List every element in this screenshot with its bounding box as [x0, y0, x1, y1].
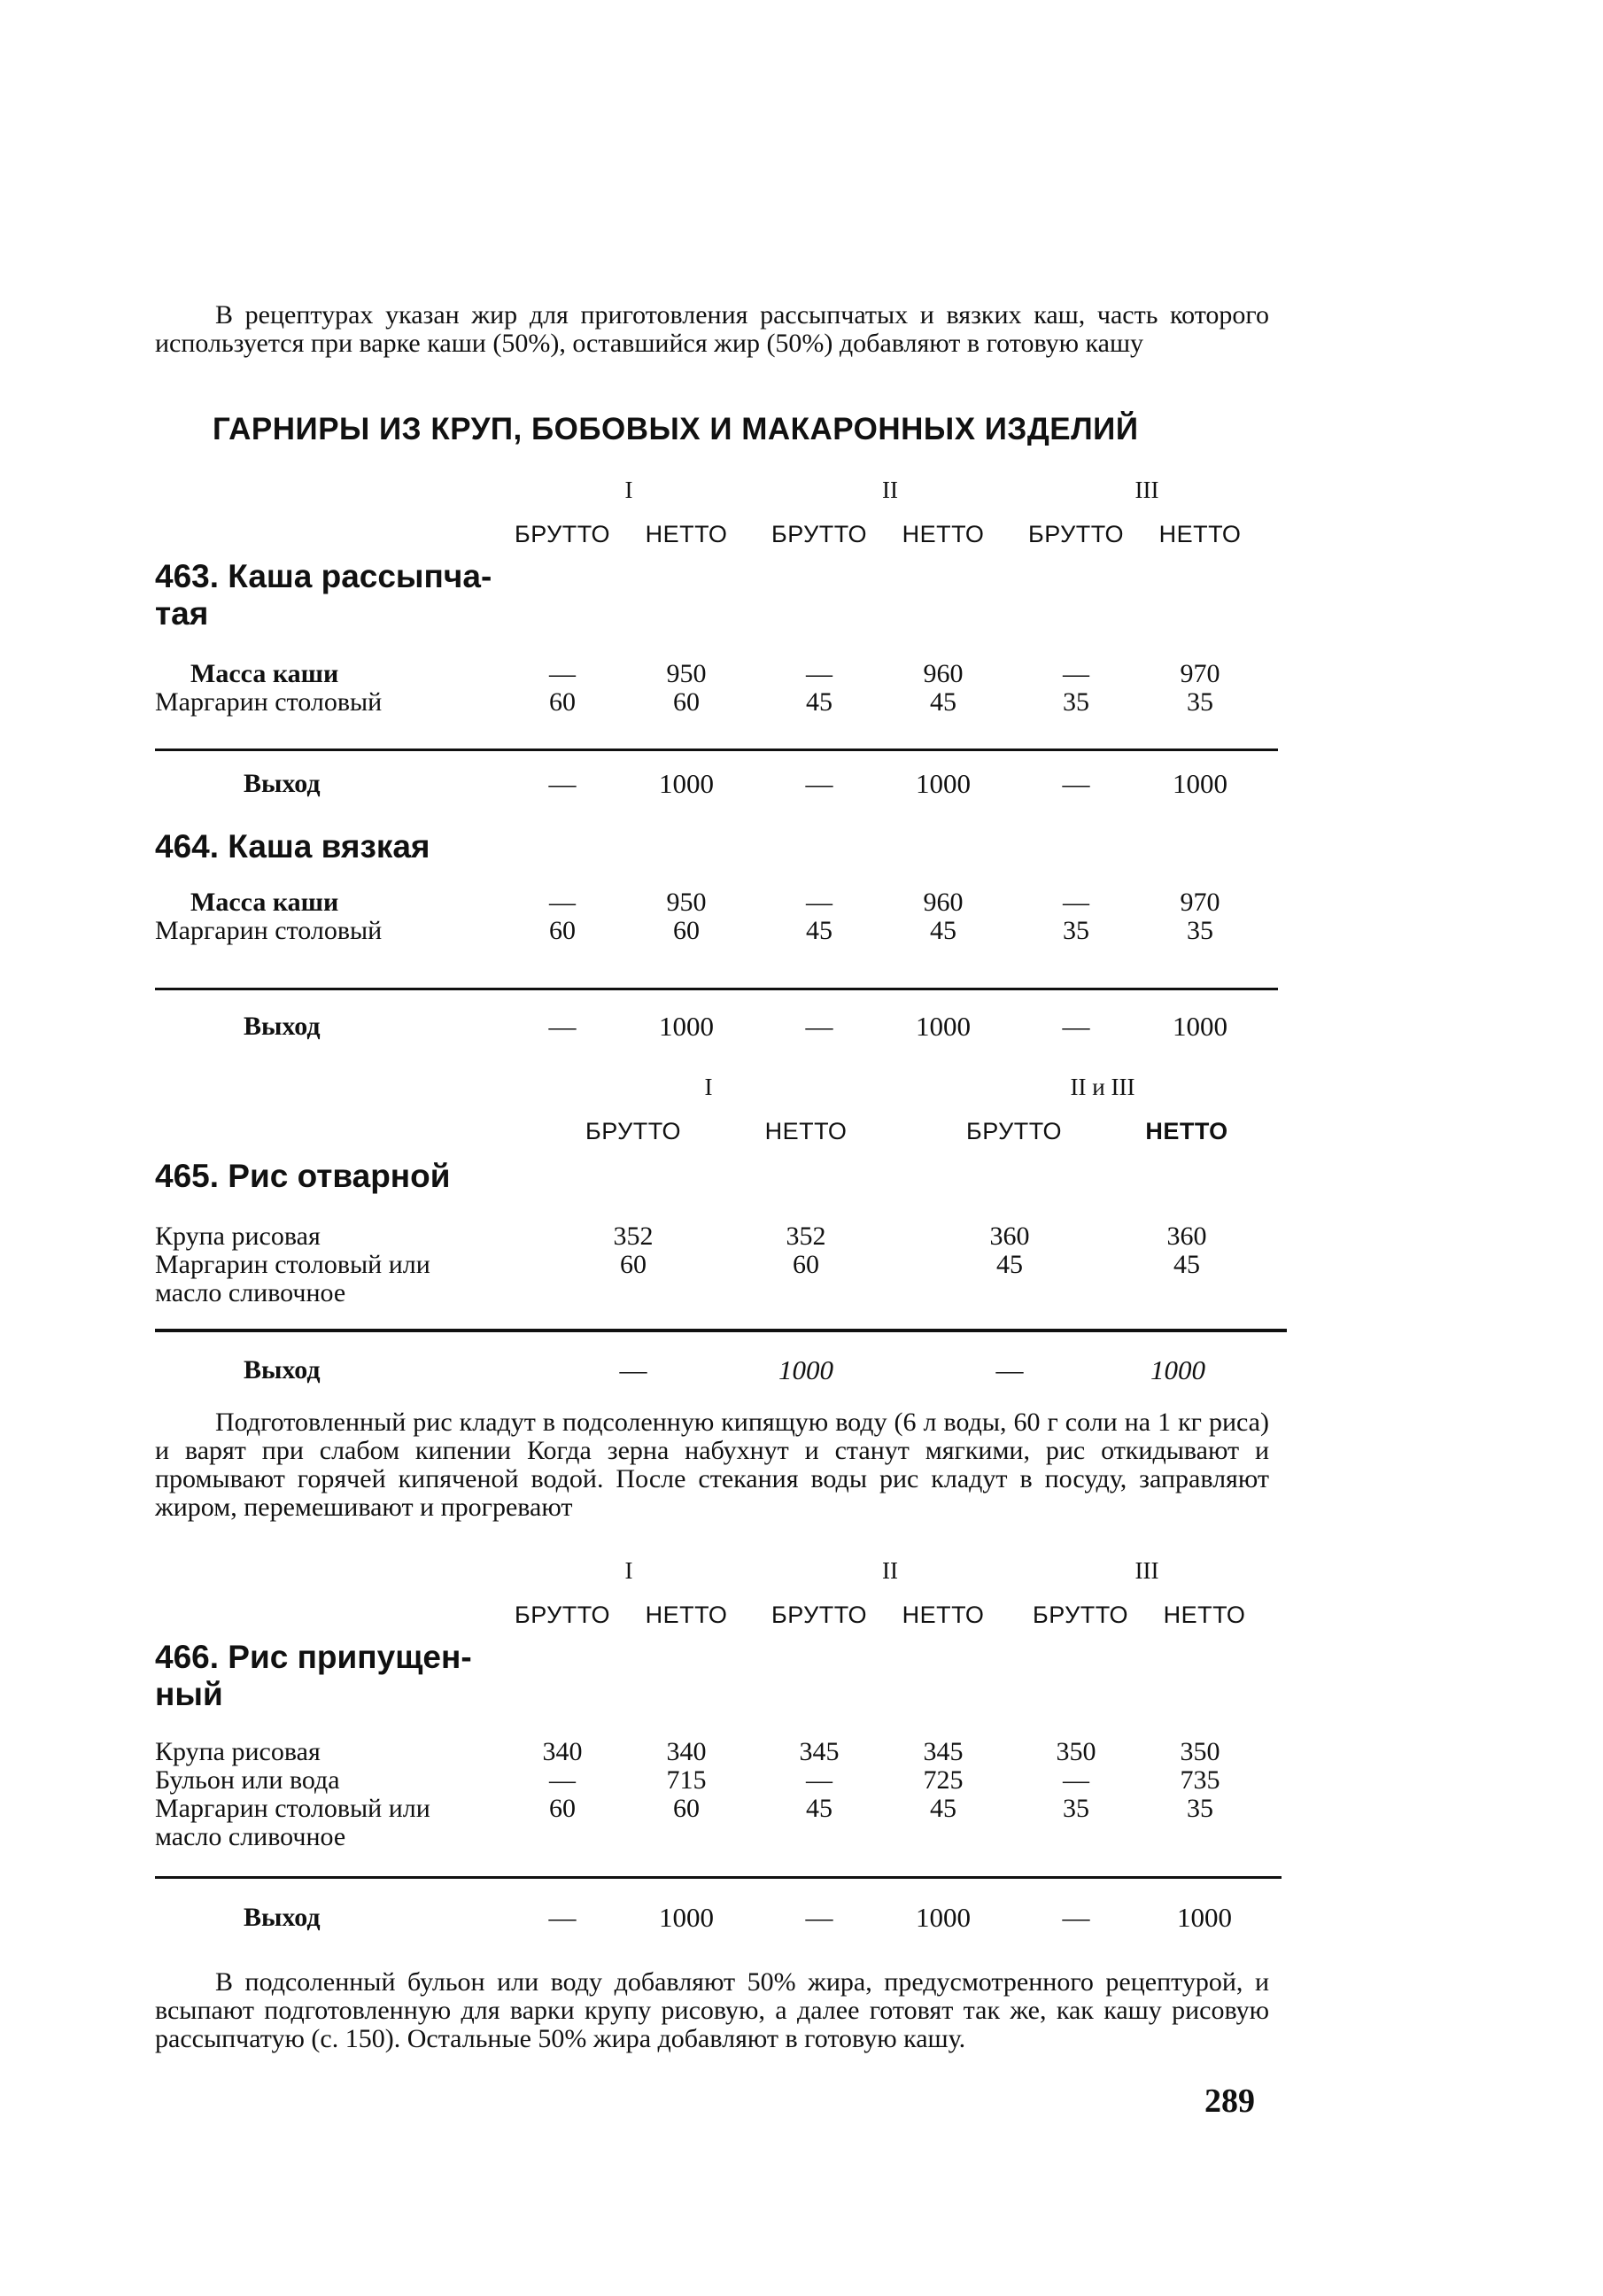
- cell: 345: [923, 1737, 964, 1766]
- ingredient-name: Крупа рисовая: [155, 1737, 321, 1766]
- cell: 970: [1180, 659, 1220, 688]
- cell: —: [549, 1765, 576, 1795]
- group-label-i: I: [624, 477, 633, 503]
- table-rule: [155, 749, 1278, 751]
- table-row: [155, 1251, 1280, 1279]
- page-number: 289: [1204, 2083, 1255, 2120]
- cell: 360: [989, 1222, 1030, 1251]
- ingredient-name: Масса каши: [190, 659, 339, 688]
- col-netto-ii-iii: НЕТТО: [1145, 1118, 1228, 1144]
- table-row: [155, 917, 1280, 945]
- cell: 1000: [1150, 1354, 1205, 1385]
- cell: 45: [930, 1794, 956, 1823]
- cell: 1000: [1177, 1902, 1232, 1933]
- recipe-title: 464. Каша вязкая: [155, 828, 430, 865]
- cell: 350: [1180, 1737, 1220, 1766]
- table-row: [155, 888, 1280, 917]
- cell: 1000: [659, 768, 714, 799]
- cell: —: [806, 1765, 832, 1795]
- cell: 1000: [1173, 768, 1227, 799]
- output-label: Выход: [244, 769, 321, 798]
- cell: 45: [806, 916, 832, 945]
- cell: 360: [1166, 1222, 1207, 1251]
- recipe-title: 466. Рис припущен- ный: [155, 1639, 472, 1712]
- cell: 60: [673, 687, 700, 717]
- cell: —: [806, 659, 832, 688]
- col-brutto-ii-iii: БРУТТО: [965, 1118, 1063, 1144]
- cell: 1000: [1173, 1011, 1227, 1042]
- group-label-ii: II: [882, 477, 898, 503]
- cell: 950: [666, 888, 707, 917]
- cell: 960: [923, 659, 964, 688]
- cell: 725: [923, 1765, 964, 1795]
- cell: —: [548, 768, 577, 799]
- cell: —: [806, 888, 832, 917]
- output-row: [155, 1012, 1280, 1042]
- ingredient-name: Маргарин столовый: [155, 916, 383, 945]
- table-rule: [155, 1329, 1287, 1332]
- cell: 960: [923, 888, 964, 917]
- cell: 735: [1180, 1765, 1220, 1795]
- cell: —: [1063, 1765, 1089, 1795]
- cell: 1000: [778, 1354, 833, 1385]
- group-label-ii-iii: II и III: [1070, 1074, 1135, 1100]
- cell: —: [1062, 1011, 1090, 1042]
- col-netto-iii: НЕТТО: [1163, 1602, 1246, 1628]
- table-row: [155, 1795, 1280, 1823]
- cell: 1000: [659, 1902, 714, 1933]
- cell: 45: [996, 1250, 1023, 1279]
- col-brutto-iii: БРУТТО: [1032, 1602, 1129, 1628]
- col-brutto-i: БРУТТО: [585, 1118, 682, 1144]
- cell: —: [549, 659, 576, 688]
- cell: —: [805, 1011, 833, 1042]
- cell: —: [1062, 768, 1090, 799]
- cell: —: [1063, 659, 1089, 688]
- cell: 1000: [659, 1011, 714, 1042]
- table-row: [155, 1823, 1280, 1851]
- cell: —: [619, 1354, 647, 1385]
- note-466: В подсоленный бульон или воду добавляют 50% жира, предусмотренного рецептурой, и всыпают подготовленную для варки крупу рисовую, а далее готовят так же, как кашу рисовую рассыпчатую (с. 150). Остальные 50% жира добавляют в готовую кашу.: [155, 1967, 1269, 2053]
- cell: 352: [613, 1222, 654, 1251]
- cell: 350: [1056, 1737, 1096, 1766]
- ingredient-name: масло сливочное: [155, 1822, 346, 1851]
- col-brutto-i: БРУТТО: [514, 1602, 611, 1628]
- cell: 1000: [916, 768, 971, 799]
- note-465: Подготовленный рис кладут в подсоленную кипящую воду (6 л воды, 60 г соли на 1 кг риса) и варят при слабом кипении Когда зерна набухнут и станут мягкими, рис откидывают и промывают горячей кипяченой водой. После стекания воды рис кладут в посуду, заправляют жиром, перемешивают и прогревают: [155, 1408, 1269, 1522]
- table-row: [155, 660, 1280, 688]
- output-row: [155, 1903, 1280, 1933]
- output-label: Выход: [244, 1903, 321, 1932]
- ingredient-name: масло сливочное: [155, 1278, 346, 1307]
- cell: 45: [1173, 1250, 1200, 1279]
- cell: 60: [793, 1250, 819, 1279]
- cell: —: [995, 1354, 1024, 1385]
- output-label: Выход: [244, 1355, 321, 1385]
- ingredient-name: Крупа рисовая: [155, 1222, 321, 1251]
- cell: 352: [786, 1222, 826, 1251]
- cell: —: [805, 768, 833, 799]
- ingredient-name: Масса каши: [190, 888, 339, 917]
- cell: 60: [673, 916, 700, 945]
- group-label-ii: II: [882, 1557, 898, 1584]
- cell: 1000: [916, 1011, 971, 1042]
- cell: —: [548, 1011, 577, 1042]
- cell: 35: [1063, 687, 1089, 717]
- cell: 45: [806, 1794, 832, 1823]
- cell: 60: [549, 687, 576, 717]
- output-row: [155, 1355, 1280, 1385]
- cell: 60: [673, 1794, 700, 1823]
- cell: —: [805, 1902, 833, 1933]
- cell: 35: [1063, 1794, 1089, 1823]
- recipe-title: 465. Рис отварной: [155, 1158, 451, 1194]
- output-row: [155, 769, 1280, 799]
- output-label: Выход: [244, 1012, 321, 1041]
- group-label-i: I: [624, 1557, 633, 1584]
- ingredient-name: Бульон или вода: [155, 1765, 340, 1795]
- cell: 345: [799, 1737, 840, 1766]
- cell: 340: [666, 1737, 707, 1766]
- cell: —: [1063, 888, 1089, 917]
- cell: 60: [620, 1250, 647, 1279]
- cell: 45: [930, 687, 956, 717]
- group-label-iii: III: [1134, 477, 1159, 503]
- table-row: [155, 1222, 1280, 1251]
- col-netto-i: НЕТТО: [764, 1118, 848, 1144]
- table-rule: [155, 1876, 1282, 1879]
- table-row: [155, 1279, 1280, 1307]
- recipe-title: 463. Каша рассыпча- тая: [155, 558, 492, 632]
- cell: 60: [549, 1794, 576, 1823]
- intro-paragraph: В рецептурах указан жир для приготовления рассыпчатых и вязких каш, часть которого используется при варке каши (50%), оставшийся жир (50%) добавляют в готовую кашу: [155, 300, 1269, 358]
- col-brutto-iii: БРУТТО: [1027, 521, 1125, 547]
- cell: 715: [666, 1765, 707, 1795]
- cell: 340: [542, 1737, 583, 1766]
- ingredient-name: Маргарин столовый: [155, 687, 383, 717]
- cell: 35: [1063, 916, 1089, 945]
- table-rule: [155, 988, 1278, 990]
- col-brutto-i: БРУТТО: [514, 521, 611, 547]
- group-label-iii: III: [1134, 1557, 1159, 1584]
- cell: 45: [806, 687, 832, 717]
- col-netto-iii: НЕТТО: [1158, 521, 1242, 547]
- table-row: [155, 1738, 1280, 1766]
- ingredient-name: Маргарин столовый или: [155, 1250, 430, 1279]
- cell: 35: [1187, 687, 1213, 717]
- cell: —: [549, 888, 576, 917]
- cell: 35: [1187, 916, 1213, 945]
- cell: 45: [930, 916, 956, 945]
- group-label-i: I: [704, 1074, 713, 1100]
- col-brutto-ii: БРУТТО: [771, 1602, 868, 1628]
- cell: 1000: [916, 1902, 971, 1933]
- col-netto-ii: НЕТТО: [902, 1602, 985, 1628]
- ingredient-name: Маргарин столовый или: [155, 1794, 430, 1823]
- table-row: [155, 688, 1280, 717]
- cell: 970: [1180, 888, 1220, 917]
- cell: 950: [666, 659, 707, 688]
- col-netto-i: НЕТТО: [645, 521, 728, 547]
- col-brutto-ii: БРУТТО: [771, 521, 868, 547]
- col-netto-i: НЕТТО: [645, 1602, 728, 1628]
- cell: 60: [549, 916, 576, 945]
- cell: —: [548, 1902, 577, 1933]
- table-row: [155, 1766, 1280, 1795]
- col-netto-ii: НЕТТО: [902, 521, 985, 547]
- cell: —: [1062, 1902, 1090, 1933]
- cell: 35: [1187, 1794, 1213, 1823]
- section-title: ГАРНИРЫ ИЗ КРУП, БОБОВЫХ И МАКАРОННЫХ ИЗДЕЛИЙ: [213, 412, 1139, 446]
